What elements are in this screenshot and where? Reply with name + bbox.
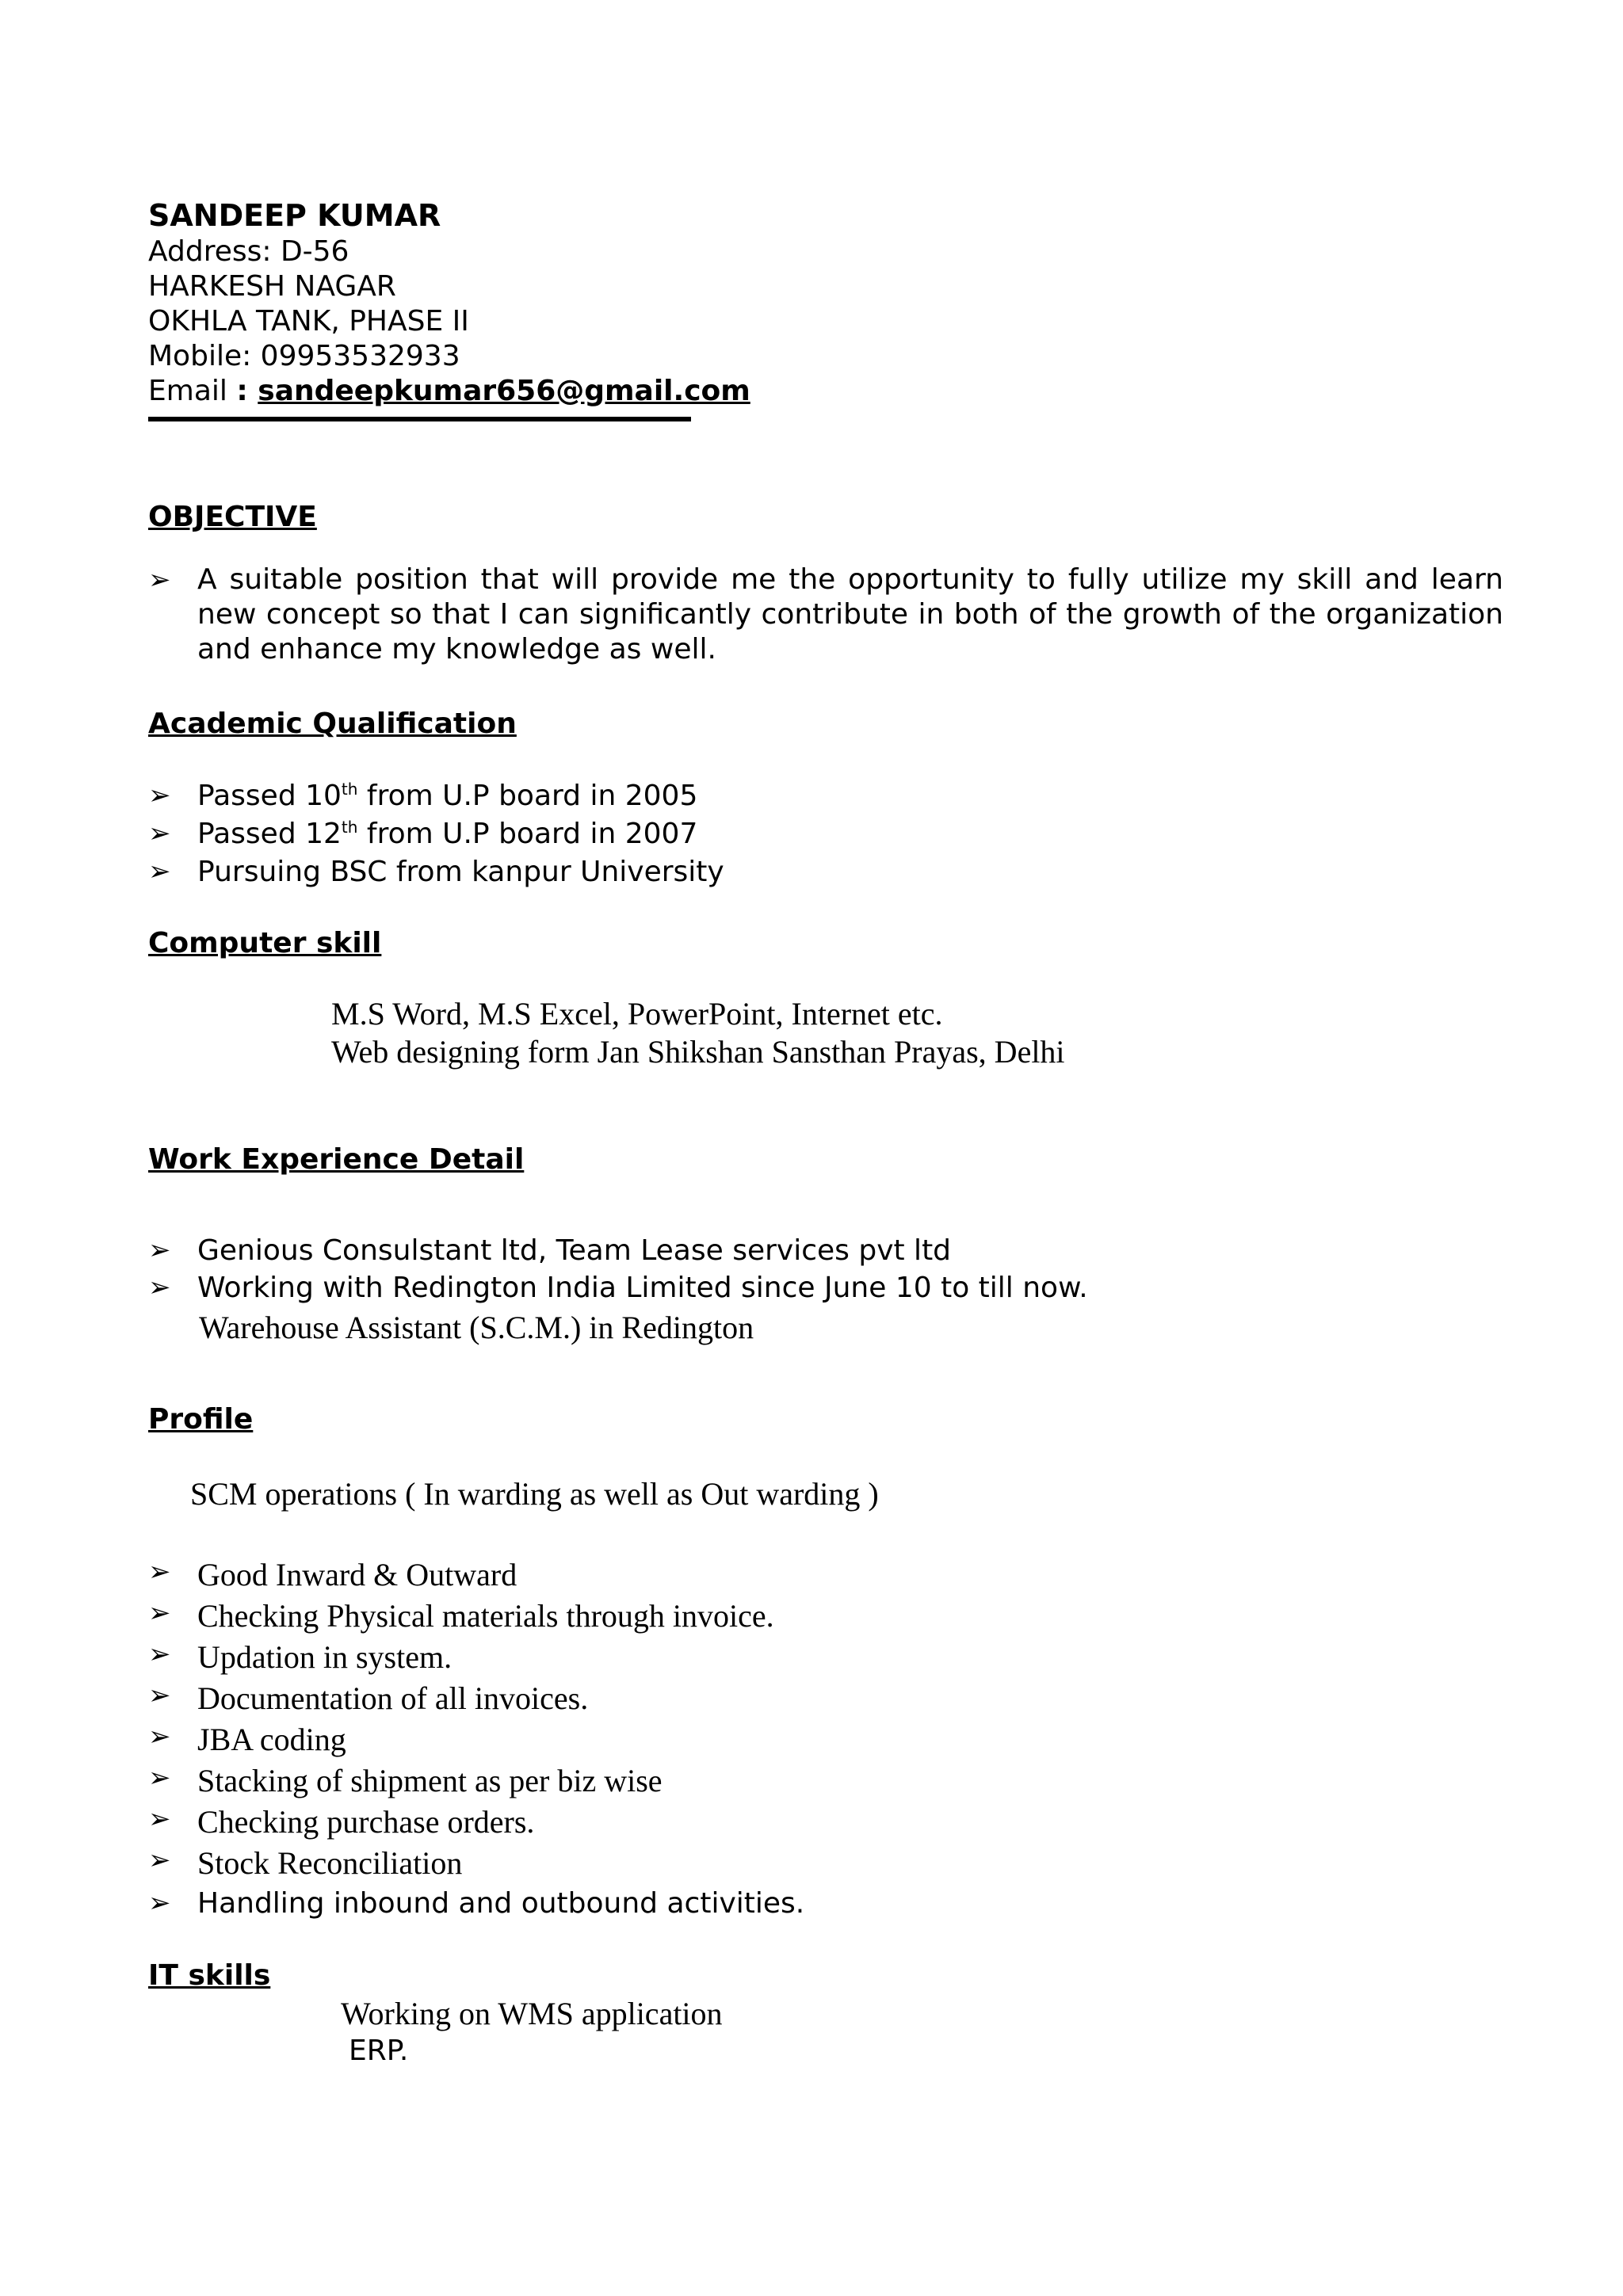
profile-intro: SCM operations ( In warding as well as Out warding ) [190,1476,879,1512]
bullet-arrow-icon: ➢ [148,1234,171,1266]
applicant-name: SANDEEP KUMAR [148,198,441,233]
list-item [148,1556,517,1593]
list-item [148,856,724,888]
profile-item: Checking purchase orders. [197,1804,535,1840]
address-line-3: OKHLA TANK, PHASE II [148,305,469,338]
bullet-arrow-icon: ➢ [148,1844,171,1876]
computer-skill-line-1: M.S Word, M.S Excel, PowerPoint, Internet etc. [331,996,943,1032]
work-role: Warehouse Assistant (S.C.M.) in Redington [199,1310,754,1345]
computer-skill-line-2: Web designing form Jan Shikshan Sansthan Prayas, Delhi [331,1034,1065,1070]
list-item [148,1762,663,1799]
profile-heading: Profile [148,1403,254,1436]
it-skills-heading: IT skills [148,1959,271,1992]
email-colon: : [236,375,258,407]
objective-heading: OBJECTIVE [148,501,317,533]
profile-item: JBA coding [197,1722,346,1757]
bullet-arrow-icon: ➢ [148,1721,171,1753]
academic-item: Passed 10th from U.P board in 2005 [197,780,698,812]
list-item [148,780,697,812]
list-item [148,1680,588,1717]
it-skill-line-2: ERP. [349,2035,409,2067]
bullet-arrow-icon: ➢ [148,856,171,887]
contact-header [148,196,750,409]
it-skill-line-1: Working on WMS application [341,1996,723,2031]
academic-item: Passed 12th from U.P board in 2007 [197,818,698,850]
academic-item: Pursuing BSC from kanpur University [197,856,724,888]
profile-item: Checking Physical materials through invoice. [197,1598,774,1634]
profile-item: Documentation of all invoices. [197,1680,589,1716]
address-line-2: HARKESH NAGAR [148,270,396,303]
bullet-arrow-icon: ➢ [148,1803,171,1835]
list-item [148,818,697,850]
bullet-arrow-icon: ➢ [148,564,171,596]
profile-item: Good Inward & Outward [197,1557,517,1592]
bullet-arrow-icon: ➢ [148,1638,171,1670]
bullet-arrow-icon: ➢ [148,818,171,849]
profile-item: Handling inbound and outbound activities. [197,1887,805,1920]
list-item [148,1272,1088,1304]
academic-heading: Academic Qualification [148,707,517,740]
work-item: Genious Consulstant ltd, Team Lease services pvt ltd [197,1234,952,1267]
bullet-arrow-icon: ➢ [148,780,171,811]
mobile-number: Mobile: 09953532933 [148,340,460,372]
bullet-arrow-icon: ➢ [148,1887,171,1919]
bullet-arrow-icon: ➢ [148,1597,171,1629]
bullet-arrow-icon: ➢ [148,1272,171,1303]
header-divider [148,417,691,421]
email-row [148,374,750,409]
list-item [148,1721,346,1758]
list-item [148,1638,452,1676]
profile-item: Updation in system. [197,1639,453,1675]
bullet-arrow-icon: ➢ [148,1556,171,1588]
list-item [148,1803,534,1840]
list-item [148,1887,804,1920]
bullet-arrow-icon: ➢ [148,1762,171,1794]
work-experience-heading: Work Experience Detail [148,1143,525,1176]
bullet-arrow-icon: ➢ [148,1680,171,1711]
objective-text: A suitable position that will provide me the opportunity to fully utilize my skill and learn new concept so that I can significantly contribute in both of the growth of the organization and enhance my knowledge as well. [197,563,1503,666]
email-label: Email [148,375,237,407]
address-line-1: Address: D-56 [148,235,349,268]
email-link[interactable]: sandeepkumar656@gmail.com [258,375,750,407]
list-item [148,1234,951,1267]
profile-item: Stock Reconciliation [197,1845,463,1881]
profile-item: Stacking of shipment as per biz wise [197,1763,663,1798]
computer-skill-heading: Computer skill [148,927,382,959]
list-item [148,1844,462,1882]
list-item [148,1597,774,1634]
work-item: Working with Redington India Limited since June 10 to till now. [197,1272,1088,1304]
